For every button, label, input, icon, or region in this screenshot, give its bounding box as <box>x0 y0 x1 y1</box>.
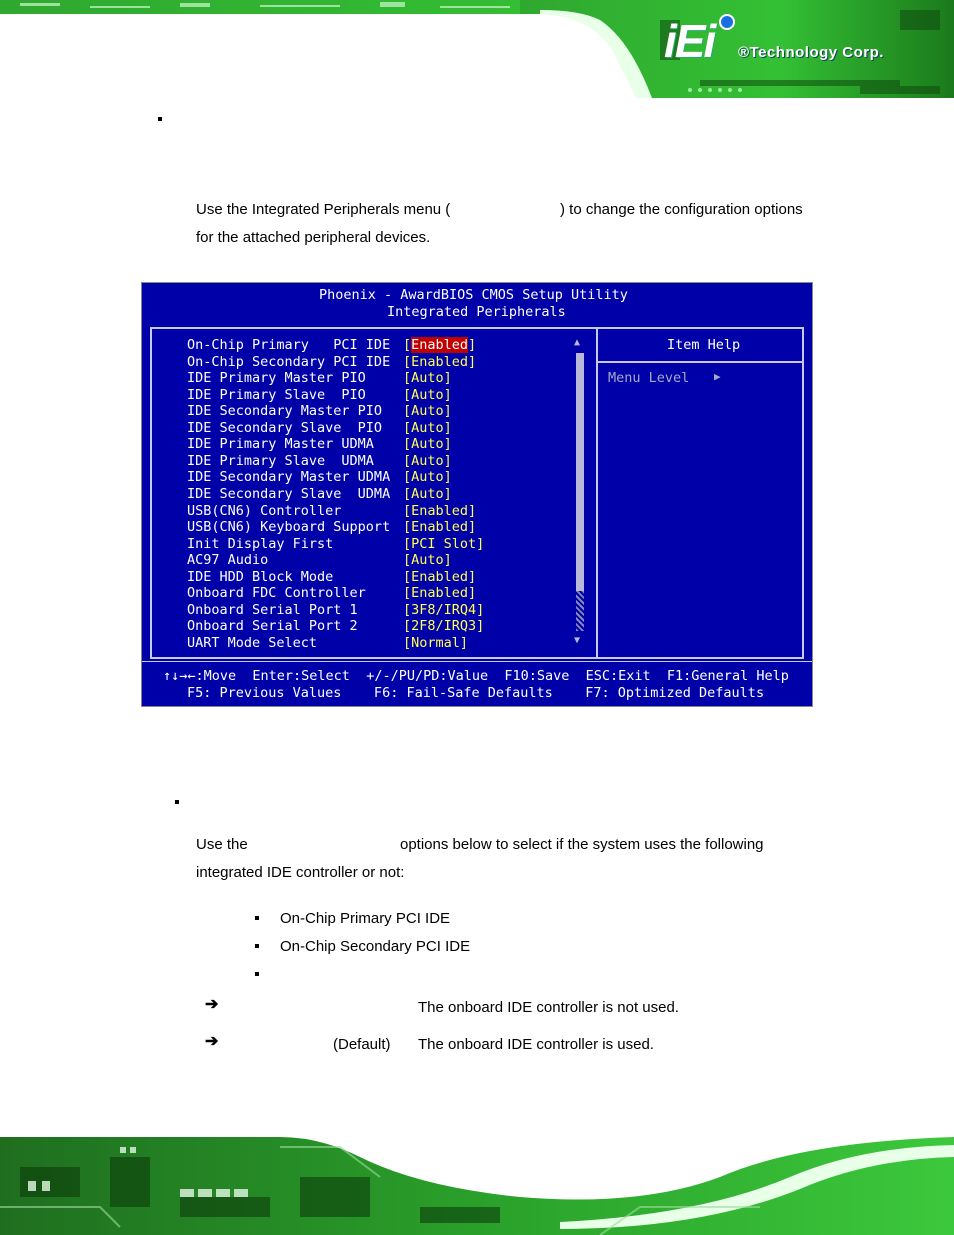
section-line-1b: options below to select if the system uses the following <box>400 836 764 853</box>
section-bullet <box>158 117 162 121</box>
bios-item-value[interactable]: [Enabled] <box>403 353 477 370</box>
bios-item-label[interactable]: IDE HDD Block Mode <box>187 568 334 585</box>
logo-corp-text: ®Technology Corp. <box>738 44 884 61</box>
logo-dot-icon <box>719 14 735 30</box>
bios-item-value[interactable]: [2F8/IRQ3] <box>403 618 485 635</box>
intro-line-1a: Use the Integrated Peripherals menu ( <box>196 201 451 218</box>
menu-level-arrow-icon: ▶ <box>714 370 721 383</box>
bios-item-label[interactable]: On-Chip Primary PCI IDE <box>187 337 391 353</box>
bios-item-value[interactable]: [Auto] <box>403 386 452 403</box>
bios-item-label[interactable]: IDE Primary Slave UDMA <box>187 452 374 469</box>
section-line-2: integrated IDE controller or not: <box>196 864 405 881</box>
company-logo <box>664 14 944 74</box>
bios-item-value[interactable]: [Auto] <box>403 485 452 502</box>
bios-item-value[interactable]: [Auto] <box>403 419 452 436</box>
intro-line-2: for the attached peripheral devices. <box>196 229 431 246</box>
bios-item-label[interactable]: AC97 Audio <box>187 552 269 569</box>
scrollbar-track[interactable] <box>576 591 584 631</box>
bios-item-label[interactable]: UART Mode Select <box>187 634 318 651</box>
scroll-down-icon[interactable]: ▼ <box>574 635 581 646</box>
logo-mark: iEi <box>664 15 715 67</box>
list-item: On-Chip Primary PCI IDE <box>280 910 451 927</box>
bios-help-title: Item Help <box>667 337 741 353</box>
bios-item-label[interactable]: IDE Secondary Master UDMA <box>187 469 391 486</box>
bios-selected-value[interactable]: Enabled <box>411 337 469 353</box>
bios-item-value[interactable]: [Auto] <box>403 403 452 420</box>
bios-item-value[interactable]: [PCI Slot] <box>403 535 485 552</box>
bios-item-label[interactable]: IDE Secondary Master PIO <box>187 403 383 420</box>
option-arrow-icon: ➔ <box>205 996 219 1013</box>
bios-item-label[interactable]: Init Display First <box>187 535 334 552</box>
bios-item-value[interactable]: [Normal] <box>403 634 469 651</box>
bios-item-label[interactable]: Onboard Serial Port 1 <box>187 601 358 618</box>
intro-line-1b: ) to change the configuration options <box>560 201 803 218</box>
list-bullet <box>255 972 259 976</box>
bios-item-value[interactable]: [Enabled] <box>403 585 477 602</box>
section-bullet <box>175 800 179 804</box>
option-default-label: (Default) <box>333 1036 391 1053</box>
bios-item-label[interactable]: Onboard FDC Controller <box>187 585 366 602</box>
section-line-1a: Use the <box>196 836 248 853</box>
option-description: The onboard IDE controller is used. <box>418 1036 654 1053</box>
bios-item-label[interactable]: IDE Primary Master PIO <box>187 370 366 387</box>
bios-item-value[interactable]: [3F8/IRQ4] <box>403 601 485 618</box>
scrollbar-thumb[interactable] <box>576 353 584 591</box>
bios-screenshot <box>141 282 813 707</box>
bios-item-label[interactable]: IDE Secondary Slave PIO <box>187 419 383 436</box>
bios-item-value[interactable]: [Auto] <box>403 370 452 387</box>
option-description: The onboard IDE controller is not used. <box>418 999 679 1016</box>
header-banner <box>0 0 954 98</box>
circuit-board-graphic <box>0 1137 954 1235</box>
bios-item-label[interactable]: IDE Secondary Slave UDMA <box>187 485 391 502</box>
bios-item-value[interactable]: [Enabled] <box>403 337 477 353</box>
scroll-up-icon[interactable]: ▲ <box>574 337 581 348</box>
list-bullet <box>255 916 259 920</box>
bios-item-label[interactable]: Onboard Serial Port 2 <box>187 618 358 635</box>
bios-item-value[interactable]: [Auto] <box>403 469 452 486</box>
bios-menu-level: Menu Level <box>608 370 690 386</box>
bios-item-label[interactable]: IDE Primary Slave PIO <box>187 386 366 403</box>
bios-item-value[interactable]: [Auto] <box>403 552 452 569</box>
list-bullet <box>255 944 259 948</box>
bios-item-label[interactable]: IDE Primary Master UDMA <box>187 436 374 453</box>
bios-item-value[interactable]: [Enabled] <box>403 519 477 536</box>
list-item: On-Chip Secondary PCI IDE <box>280 938 471 955</box>
bios-item-label[interactable]: On-Chip Secondary PCI IDE <box>187 353 391 370</box>
bios-subtitle: Integrated Peripherals <box>387 304 566 320</box>
bios-footer-defaults: F5: Previous Values F6: Fail-Safe Defaults F7: Optimized Defaults <box>187 685 765 701</box>
bios-title: Phoenix - AwardBIOS CMOS Setup Utility <box>319 287 628 303</box>
bios-item-value[interactable]: [Enabled] <box>403 502 477 519</box>
bios-item-value[interactable]: [Enabled] <box>403 568 477 585</box>
option-arrow-icon: ➔ <box>205 1033 219 1050</box>
bios-footer-divider <box>142 661 812 663</box>
bios-item-label[interactable]: USB(CN6) Controller <box>187 502 342 519</box>
bios-item-value[interactable]: [Auto] <box>403 436 452 453</box>
bios-item-label[interactable]: USB(CN6) Keyboard Support <box>187 519 391 536</box>
bios-footer-keys: ↑↓→←:Move Enter:Select +/-/PU/PD:Value F10:Save ESC:Exit F1:General Help <box>163 668 789 684</box>
bios-item-value[interactable]: [Auto] <box>403 452 452 469</box>
footer-banner <box>0 1137 954 1235</box>
